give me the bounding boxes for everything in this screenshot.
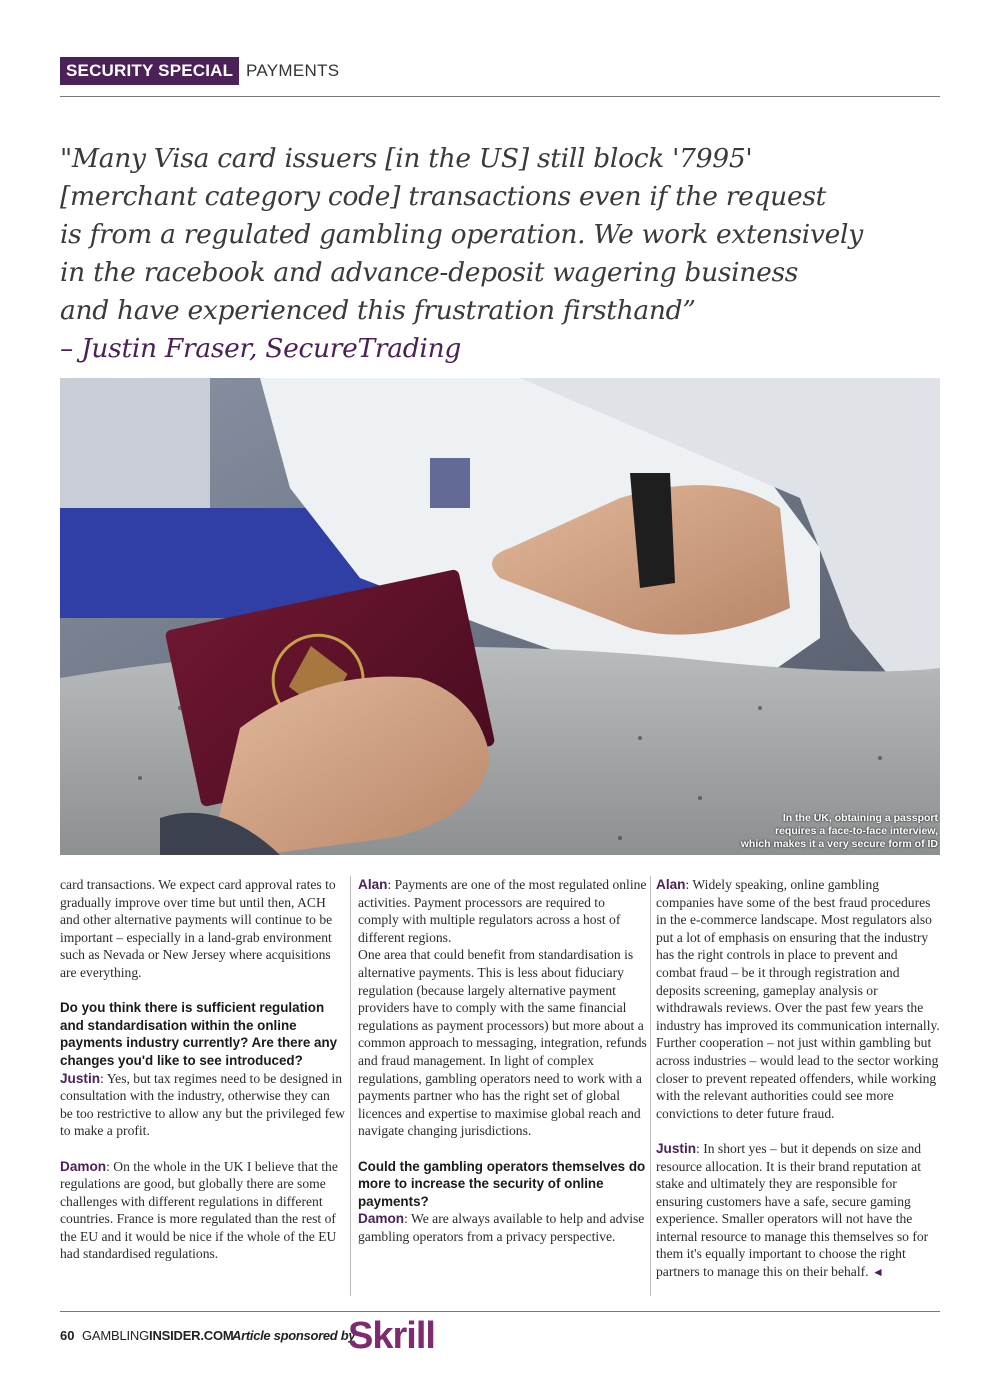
speaker-name: Justin [656, 1140, 697, 1156]
answer-text: : Payments are one of the most regulated online activities. Payment processors are required to comply with multiple regulators across a host of different regions. [358, 877, 647, 945]
article-paragraph [60, 1070, 346, 1140]
article-column-1 [60, 876, 346, 1263]
sponsor-label: Article sponsored by [232, 1328, 356, 1343]
caption-line: In the UK, obtaining a passport [782, 812, 938, 824]
speaker-name: Alan [656, 877, 686, 892]
column-divider [350, 876, 351, 1296]
article-paragraph [656, 876, 940, 1122]
site-name-suffix: INSIDER.COM [149, 1328, 234, 1343]
article-paragraph [358, 1210, 648, 1245]
site-name [82, 1328, 234, 1343]
section-badge: SECURITY SPECIAL [60, 57, 239, 85]
caption-line: which makes it a very secure form of ID [740, 838, 938, 850]
answer-text: : On the whole in the UK I believe that the regulations are good, but globally there are some challenges with different regulations in different countries. France is more regulated than the rest of the EU and it would be nice if the whole of the EU had standardised regulations. [60, 1158, 338, 1262]
speaker-name: Alan [358, 877, 388, 892]
page-number: 60 [60, 1328, 75, 1343]
section-subtitle: PAYMENTS [246, 61, 340, 80]
article-paragraph: One area that could benefit from standardisation is alternative payments. This is less about fiduciary regulation (because largely alternative payment providers have to comply with the same financial regulations as payment processors) but more about a common approach to messaging, integration, refunds and fraud management. In light of complex regulations, gambling operators need to work with a payments partner who has the right set of global licences and expertise to maximise global reach and navigate changing jurisdictions. [358, 947, 647, 1139]
interview-question: Could the gambling operators themselves do more to increase the security of online payments? [358, 1158, 646, 1209]
article-column-2 [358, 876, 648, 1245]
article-paragraph [358, 876, 648, 946]
site-name-prefix: GAMBLING [82, 1328, 150, 1343]
pull-quote-line: [merchant category code] transactions even if the request [60, 181, 826, 212]
column-divider [650, 876, 651, 1296]
answer-text: : Widely speaking, online gambling companies have some of the best fraud procedures in the e-commerce landscape. Most regulators also put a lot of emphasis on ensuring that the industry has the right controls in place to prevent and combat fraud – be it through registration and deposits screening, gameplay analysis or withdrawals reviews. Over the past few years the industry has improved its communication internally. Further cooperation – not just within gambling but across industries – would lead to the sector working closer to prevent repeated offenders, while working with the relevant authorities could see more convictions to deter future fraud. [656, 877, 940, 1121]
page-header [60, 57, 940, 97]
end-of-article-icon: ◄ [871, 1265, 884, 1280]
page-footer [60, 1311, 940, 1371]
passport-photo [60, 378, 940, 855]
caption-line: requires a face-to-face interview, [774, 825, 938, 837]
answer-text: : Yes, but tax regimes need to be designed in consultation with the industry, otherwise they can be too restrictive to allow any but the privileged few to make a profit. [60, 1070, 346, 1139]
speaker-name: Damon [60, 1158, 107, 1174]
article-column-3 [656, 876, 940, 1282]
pull-quote [60, 140, 940, 368]
pull-quote-line: "Many Visa card issuers [in the US] still block '7995' [60, 143, 753, 174]
speaker-name: Damon [358, 1211, 405, 1227]
interview-question: Do you think there is sufficient regulation and standardisation within the online payments industry currently? Are there any changes you'd like to see introduced? [60, 1000, 338, 1068]
article-paragraph: card transactions. We expect card approval rates to gradually improve over time but until then, ACH and other alternative payments will continue to be important – especially in a land-grab environment such as Nevada or New Jersey where acquisitions are everything. [60, 877, 336, 980]
pull-quote-line: in the racebook and advance-deposit wagering business [60, 257, 799, 288]
passport-illustration [60, 378, 940, 855]
speaker-name: Justin [60, 1070, 101, 1086]
sponsor-logo: Skrill [348, 1315, 435, 1357]
answer-text: : We are always available to help and advise gambling operators from a privacy perspective. [358, 1211, 645, 1244]
article-paragraph [656, 1140, 940, 1282]
pull-quote-line: is from a regulated gambling operation. We work extensively [60, 219, 863, 250]
pull-quote-line: and have experienced this frustration firsthand” [60, 295, 696, 326]
photo-caption [741, 812, 938, 851]
answer-text: : In short yes – but it depends on size and resource allocation. It is their brand reputation at stake and ultimately they are responsible for ensuring customers have a safe, secure gaming experience. Smaller operators will not have the internal resource to manage this themselves so for them it's equally important to choose the right partners to manage this on their behalf. [656, 1140, 929, 1280]
article-paragraph [60, 1158, 346, 1264]
pull-quote-attribution: – Justin Fraser, SecureTrading [60, 333, 462, 364]
